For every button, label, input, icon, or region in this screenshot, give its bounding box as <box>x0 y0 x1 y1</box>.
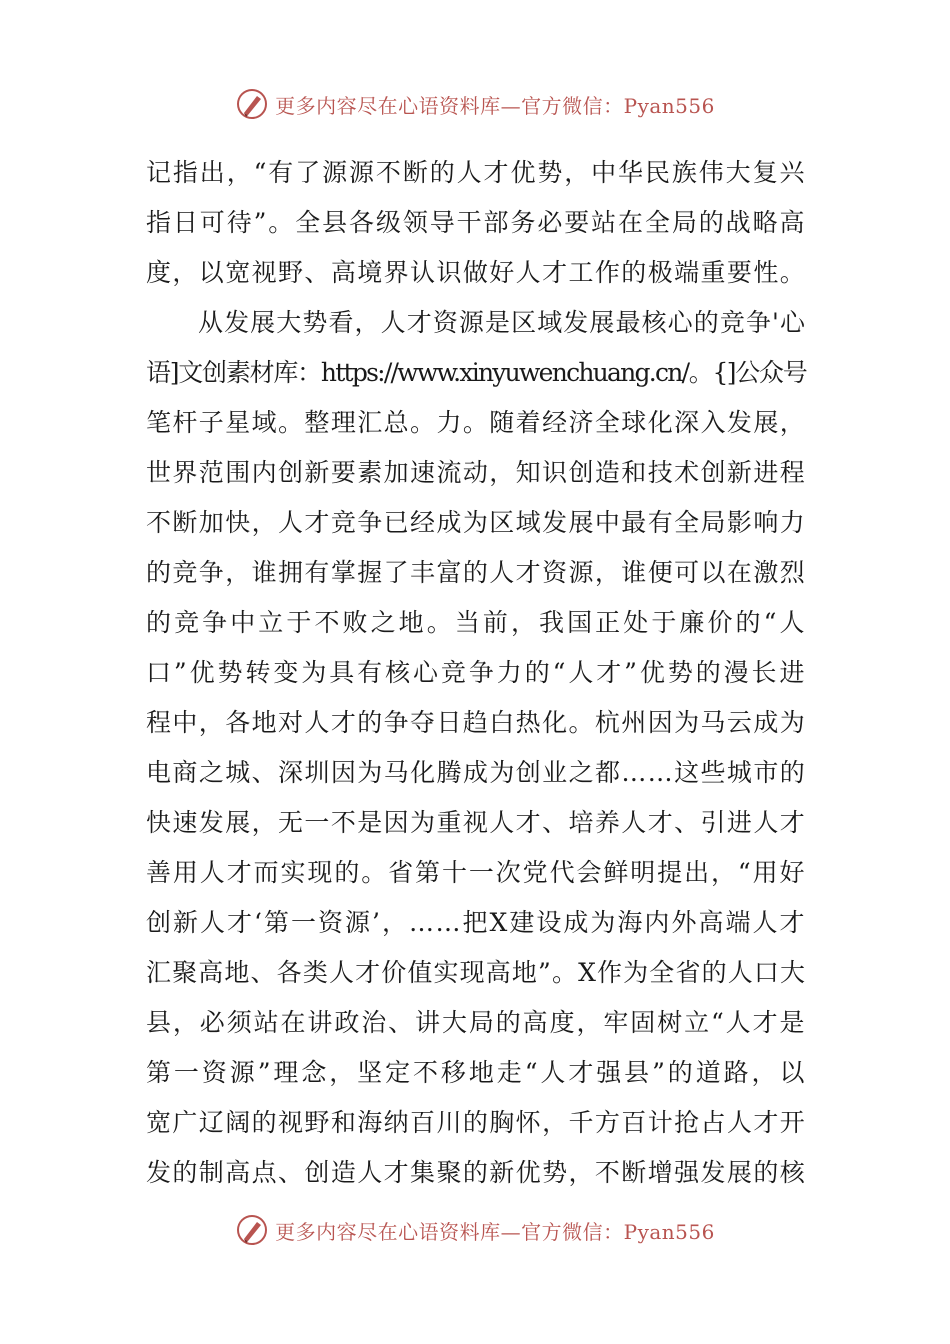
text-line: 县，必须站在讲政治、讲大局的高度，牢固树立“人才是 <box>146 1008 806 1037</box>
text-line: 汇聚高地、各类人才价值实现高地”。X作为全省的人口大 <box>146 958 806 987</box>
watermark-text: 更多内容尽在心语资料库—官方微信：Pyan556 <box>275 1219 715 1244</box>
pen-logo-icon <box>235 1213 269 1247</box>
pen-logo-icon <box>235 87 269 121</box>
text-line: 发的制高点、创造人才集聚的新优势，不断增强发展的核 <box>146 1158 806 1187</box>
paragraph <box>146 148 806 298</box>
text-line: 指日可待”。全县各级领导干部务必要站在全局的战略高 <box>146 208 806 237</box>
text-line: 宽广辽阔的视野和海纳百川的胸怀，千方百计抢占人才开 <box>146 1108 806 1137</box>
text-line: 程中，各地对人才的争夺日趋白热化。杭州因为马云成为 <box>146 708 806 737</box>
document-body <box>146 148 806 1198</box>
text-line: 的竞争，谁拥有掌握了丰富的人才资源，谁便可以在激烈 <box>146 558 806 587</box>
text-line: 快速发展，无一不是因为重视人才、培养人才、引进人才 <box>146 808 806 837</box>
text-line: 电商之城、深圳因为马化腾成为创业之都……这些城市的 <box>146 758 806 787</box>
text-line: 度，以宽视野、高境界认识做好人才工作的极端重要性。 <box>146 258 806 287</box>
text-line: 笔杆子星域。整理汇总。力。随着经济全球化深入发展， <box>146 408 806 437</box>
footer-watermark-banner <box>0 1210 950 1250</box>
text-line: 第一资源”理念，坚定不移地走“人才强县”的道路，以 <box>146 1058 806 1087</box>
text-line: 世界范围内创新要素加速流动，知识创造和技术创新进程 <box>146 458 806 487</box>
watermark-text: 更多内容尽在心语资料库—官方微信：Pyan556 <box>275 93 715 118</box>
text-line: 善用人才而实现的。省第十一次党代会鲜明提出，“用好 <box>146 858 806 887</box>
text-line: 不断加快，人才竞争已经成为区域发展中最有全局影响力 <box>146 508 806 537</box>
text-line: 记指出，“有了源源不断的人才优势，中华民族伟大复兴 <box>146 158 806 187</box>
text-line: 语]文创素材库：https://www.xinyuwenchuang.cn/。{]公众号 <box>146 358 806 387</box>
header-watermark-banner <box>0 84 950 124</box>
paragraph <box>146 298 806 1198</box>
text-line: 从发展大势看，人才资源是区域发展最核心的竞争'心 <box>198 308 806 337</box>
text-line: 创新人才‘第一资源’，……把X建设成为海内外高端人才 <box>146 908 806 937</box>
text-line: 的竞争中立于不败之地。当前，我国正处于廉价的“人 <box>146 608 806 637</box>
text-line: 口”优势转变为具有核心竞争力的“人才”优势的漫长进 <box>146 658 806 687</box>
